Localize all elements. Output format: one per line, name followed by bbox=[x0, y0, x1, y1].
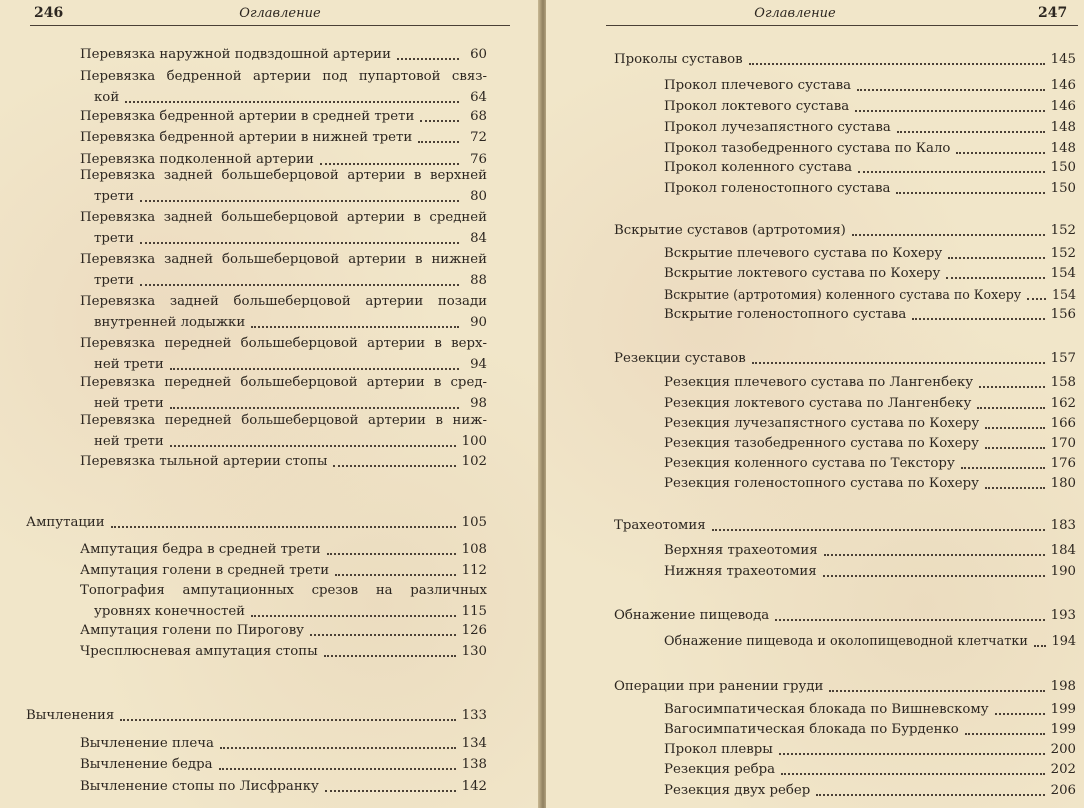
toc-entry bbox=[80, 66, 487, 108]
toc-entry bbox=[80, 755, 487, 775]
toc-section-title: Резекции суставов bbox=[614, 351, 746, 366]
dot-leader bbox=[170, 445, 456, 447]
left-page-number: 246 bbox=[34, 5, 64, 21]
toc-entry-title: Резекция голеностопного сустава по Кохеру bbox=[664, 476, 979, 491]
toc-entry-title: Перевязка наружной подвздошной артерии bbox=[80, 47, 391, 62]
toc-entry-title: Прокол лучезапястного сустава bbox=[664, 120, 891, 135]
toc-section bbox=[614, 221, 1076, 241]
toc-entry-page: 88 bbox=[470, 273, 487, 288]
toc-entry-page: 150 bbox=[1050, 181, 1076, 196]
dot-leader bbox=[824, 554, 1045, 556]
toc-entry-title: Прокол тазобедренного сустава по Кало bbox=[664, 141, 951, 156]
toc-entry bbox=[80, 540, 487, 560]
toc-entry-title: Прокол плевры bbox=[664, 742, 773, 757]
toc-entry-title: Прокол локтевого сустава bbox=[664, 99, 850, 114]
left-page-header bbox=[0, 5, 540, 27]
toc-entry-title: Вскрытие локтевого сустава по Кохеру bbox=[664, 266, 941, 281]
toc-entry-title: Обнажение пищевода и околопищеводной клетчатки bbox=[664, 634, 1028, 649]
toc-entry-title: Ампутация бедра в средней трети bbox=[80, 542, 321, 557]
toc-entry bbox=[80, 291, 487, 333]
toc-entry-page: 60 bbox=[470, 47, 487, 62]
dot-leader bbox=[946, 277, 1044, 279]
toc-entry bbox=[664, 305, 1076, 325]
toc-section bbox=[614, 349, 1076, 369]
toc-entry bbox=[664, 434, 1076, 454]
toc-entry-page: 202 bbox=[1050, 762, 1076, 777]
toc-entry bbox=[664, 760, 1076, 780]
toc-section-title: Трахеотомия bbox=[614, 518, 706, 533]
toc-entry-title: Вскрытие голеностопного сустава bbox=[664, 307, 907, 322]
toc-section-title: Вычленения bbox=[26, 708, 115, 723]
toc-entry-page: 199 bbox=[1050, 702, 1076, 717]
toc-entry-title-line1: Перевязка задней большеберцовой артерии в верхней bbox=[80, 168, 487, 183]
dot-leader bbox=[1027, 298, 1046, 300]
toc-section-title: Ампутации bbox=[26, 515, 105, 530]
toc-entry-title-line2: кой bbox=[94, 90, 120, 105]
toc-entry-page: 146 bbox=[1050, 99, 1076, 114]
toc-entry-page: 148 bbox=[1050, 120, 1076, 135]
toc-entry bbox=[80, 207, 487, 249]
toc-entry-title: Резекция локтевого сустава по Лангенбеку bbox=[664, 396, 972, 411]
toc-section-title: Операции при ранении груди bbox=[614, 679, 824, 694]
toc-entry-title: Вскрытие (артротомия) коленного сустава по Кохеру bbox=[664, 287, 1022, 302]
toc-entry-title: Перевязка бедренной артерии в средней трети bbox=[80, 109, 415, 124]
toc-entry bbox=[664, 740, 1076, 760]
dot-leader bbox=[961, 467, 1045, 469]
dot-leader bbox=[712, 529, 1045, 531]
toc-entry bbox=[80, 410, 487, 452]
toc-entry-page: 183 bbox=[1050, 518, 1076, 533]
dot-leader bbox=[335, 574, 455, 576]
dot-leader bbox=[956, 152, 1044, 154]
toc-entry bbox=[664, 720, 1076, 740]
dot-leader bbox=[418, 141, 459, 143]
right-page-header bbox=[546, 5, 1084, 27]
toc-entry-page: 199 bbox=[1050, 722, 1076, 737]
toc-entry-page: 98 bbox=[470, 396, 487, 411]
right-page bbox=[546, 0, 1084, 808]
dot-leader bbox=[781, 773, 1045, 775]
toc-section bbox=[614, 606, 1076, 626]
toc-entry bbox=[80, 165, 487, 207]
left-header-rule bbox=[30, 25, 510, 26]
dot-leader bbox=[823, 575, 1045, 577]
toc-section-title: Проколы суставов bbox=[614, 52, 743, 67]
toc-entry-page: 72 bbox=[470, 130, 487, 145]
toc-section-title: Вскрытие суставов (артротомия) bbox=[614, 223, 846, 238]
dot-leader bbox=[140, 284, 459, 286]
toc-entry bbox=[80, 107, 487, 127]
toc-entry-title: Резекция двух ребер bbox=[664, 783, 811, 798]
toc-entry-page: 76 bbox=[470, 152, 487, 167]
toc-entry-title: Верхняя трахеотомия bbox=[664, 543, 818, 558]
toc-entry-title: Вычленение бедра bbox=[80, 757, 213, 772]
toc-entry bbox=[664, 97, 1076, 117]
toc-entry bbox=[664, 632, 1076, 652]
toc-entry-page: 84 bbox=[470, 231, 487, 246]
toc-entry-page: 206 bbox=[1050, 783, 1076, 798]
toc-entry-title-line1: Перевязка передней большеберцовой артерии в ниж- bbox=[80, 413, 487, 428]
dot-leader bbox=[397, 58, 459, 60]
toc-entry-page: 158 bbox=[1050, 375, 1076, 390]
toc-entry-title-line1: Топография ампутационных срезов на различных bbox=[80, 583, 487, 598]
toc-entry-title: Резекция лучезапястного сустава по Кохеру bbox=[664, 416, 980, 431]
toc-entry-title: Прокол плечевого сустава bbox=[664, 78, 852, 93]
toc-entry-page: 138 bbox=[461, 757, 487, 772]
toc-entry-title-line2: уровнях конечностей bbox=[94, 604, 246, 619]
dot-leader bbox=[420, 120, 459, 122]
toc-entry-page: 64 bbox=[470, 90, 487, 105]
toc-entry bbox=[80, 580, 487, 622]
toc-entry bbox=[664, 781, 1076, 801]
toc-entry-page: 68 bbox=[470, 109, 487, 124]
toc-section bbox=[614, 677, 1076, 697]
dot-leader bbox=[327, 553, 456, 555]
toc-entry bbox=[664, 700, 1076, 720]
dot-leader bbox=[111, 526, 456, 528]
toc-entry-title: Вычленение стопы по Лисфранку bbox=[80, 779, 319, 794]
toc-section bbox=[614, 516, 1076, 536]
toc-entry-page: 166 bbox=[1050, 416, 1076, 431]
dot-leader bbox=[333, 465, 455, 467]
toc-entry bbox=[80, 777, 487, 797]
dot-leader bbox=[170, 407, 459, 409]
dot-leader bbox=[948, 257, 1044, 259]
dot-leader bbox=[325, 790, 456, 792]
toc-entry-page: 152 bbox=[1050, 246, 1076, 261]
toc-entry-page: 112 bbox=[461, 563, 487, 578]
toc-entry bbox=[664, 414, 1076, 434]
dot-leader bbox=[251, 615, 456, 617]
dot-leader bbox=[775, 619, 1044, 621]
toc-entry bbox=[664, 373, 1076, 393]
toc-entry-title-line2: ней трети bbox=[94, 357, 164, 372]
toc-entry-title: Ампутация голени по Пирогову bbox=[80, 623, 305, 638]
toc-entry-page: 146 bbox=[1050, 78, 1076, 93]
toc-entry-page: 115 bbox=[461, 604, 487, 619]
dot-leader bbox=[897, 131, 1045, 133]
toc-entry bbox=[80, 621, 487, 641]
dot-leader bbox=[125, 101, 459, 103]
toc-entry-title: Прокол голеностопного сустава bbox=[664, 181, 891, 196]
toc-entry-title: Перевязка подколенной артерии bbox=[80, 152, 314, 167]
dot-leader bbox=[912, 318, 1044, 320]
toc-entry-title-line2: ней трети bbox=[94, 396, 164, 411]
toc-entry-title: Резекция тазобедренного сустава по Кохеру bbox=[664, 436, 979, 451]
dot-leader bbox=[324, 655, 456, 657]
toc-entry-page: 94 bbox=[470, 357, 487, 372]
toc-entry bbox=[664, 179, 1076, 199]
toc-entry bbox=[80, 333, 487, 375]
toc-entry-page: 100 bbox=[461, 434, 487, 449]
toc-entry bbox=[80, 45, 487, 65]
dot-leader bbox=[310, 634, 456, 636]
toc-section bbox=[26, 513, 487, 533]
toc-entry-page: 162 bbox=[1050, 396, 1076, 411]
toc-entry-title: Резекция коленного сустава по Текстору bbox=[664, 456, 955, 471]
toc-entry-page: 102 bbox=[461, 454, 487, 469]
dot-leader bbox=[1034, 645, 1046, 647]
toc-entry-page: 157 bbox=[1050, 351, 1076, 366]
toc-entry bbox=[664, 285, 1076, 305]
toc-entry-page: 142 bbox=[461, 779, 487, 794]
toc-entry-title: Нижняя трахеотомия bbox=[664, 564, 817, 579]
dot-leader bbox=[852, 234, 1045, 236]
toc-entry-title: Перевязка бедренной артерии в нижней трети bbox=[80, 130, 413, 145]
dot-leader bbox=[965, 733, 1045, 735]
toc-entry-title-line1: Перевязка передней большеберцовой артерии в верх- bbox=[80, 336, 487, 351]
toc-entry bbox=[664, 118, 1076, 138]
toc-entry-page: 80 bbox=[470, 189, 487, 204]
toc-entry-page: 180 bbox=[1050, 476, 1076, 491]
dot-leader bbox=[779, 753, 1045, 755]
toc-entry bbox=[80, 561, 487, 581]
toc-entry-page: 154 bbox=[1051, 287, 1076, 302]
dot-leader bbox=[219, 768, 456, 770]
toc-entry-title: Чресплюсневая ампутация стопы bbox=[80, 644, 318, 659]
dot-leader bbox=[749, 63, 1045, 65]
dot-leader bbox=[896, 192, 1044, 194]
toc-entry-title-line2: трети bbox=[94, 273, 134, 288]
toc-entry-title-line1: Перевязка передней большеберцовой артерии в сред- bbox=[80, 375, 487, 390]
dot-leader bbox=[140, 200, 459, 202]
toc-entry bbox=[664, 474, 1076, 494]
toc-entry-page: 148 bbox=[1050, 141, 1076, 156]
left-page bbox=[0, 0, 540, 808]
toc-entry-page: 105 bbox=[461, 515, 487, 530]
toc-entry-page: 154 bbox=[1050, 266, 1076, 281]
toc-entry-title: Вскрытие плечевого сустава по Кохеру bbox=[664, 246, 943, 261]
dot-leader bbox=[140, 242, 459, 244]
toc-section-title: Обнажение пищевода bbox=[614, 608, 770, 623]
toc-entry-page: 90 bbox=[470, 315, 487, 330]
dot-leader bbox=[752, 362, 1045, 364]
toc-entry-page: 184 bbox=[1050, 543, 1076, 558]
dot-leader bbox=[985, 427, 1044, 429]
toc-entry bbox=[664, 562, 1076, 582]
dot-leader bbox=[220, 747, 456, 749]
toc-entry-title-line2: трети bbox=[94, 189, 134, 204]
toc-entry bbox=[80, 128, 487, 148]
toc-entry-title-line2: трети bbox=[94, 231, 134, 246]
toc-entry bbox=[664, 541, 1076, 561]
toc-entry bbox=[664, 244, 1076, 264]
toc-entry-title-line1: Перевязка задней большеберцовой артерии позади bbox=[80, 294, 487, 309]
dot-leader bbox=[985, 487, 1045, 489]
toc-entry-title: Прокол коленного сустава bbox=[664, 160, 853, 175]
toc-entry-title: Вычленение плеча bbox=[80, 736, 214, 751]
toc-entry-page: 198 bbox=[1050, 679, 1076, 694]
toc-entry bbox=[80, 452, 487, 472]
toc-entry-title: Вагосимпатическая блокада по Бурденко bbox=[664, 722, 959, 737]
toc-section bbox=[26, 706, 487, 726]
dot-leader bbox=[985, 447, 1045, 449]
dot-leader bbox=[977, 407, 1044, 409]
toc-entry-title-line1: Перевязка задней большеберцовой артерии в средней bbox=[80, 210, 487, 225]
left-header-title: Оглавление bbox=[239, 6, 321, 21]
toc-entry-page: 133 bbox=[461, 708, 487, 723]
dot-leader bbox=[816, 794, 1044, 796]
right-header-title: Оглавление bbox=[754, 6, 836, 21]
toc-entry-page: 145 bbox=[1050, 52, 1076, 67]
toc-entry-title: Резекция плечевого сустава по Лангенбеку bbox=[664, 375, 974, 390]
dot-leader bbox=[858, 171, 1045, 173]
toc-entry-title: Перевязка тыльной артерии стопы bbox=[80, 454, 328, 469]
toc-entry bbox=[664, 76, 1076, 96]
toc-section bbox=[614, 50, 1076, 70]
dot-leader bbox=[251, 326, 459, 328]
toc-entry-title: Вагосимпатическая блокада по Вишневскому bbox=[664, 702, 989, 717]
dot-leader bbox=[979, 386, 1044, 388]
toc-entry-page: 126 bbox=[461, 623, 487, 638]
toc-entry bbox=[664, 158, 1076, 178]
toc-entry bbox=[664, 394, 1076, 414]
right-header-rule bbox=[606, 25, 1078, 26]
toc-entry-page: 134 bbox=[461, 736, 487, 751]
toc-entry-title-line1: Перевязка бедренной артерии под пупартовой связ- bbox=[80, 69, 487, 84]
toc-entry-page: 170 bbox=[1050, 436, 1076, 451]
toc-entry bbox=[80, 372, 487, 414]
dot-leader bbox=[170, 368, 459, 370]
toc-entry-title-line2: внутренней лодыжки bbox=[94, 315, 246, 330]
toc-entry bbox=[80, 249, 487, 291]
toc-entry bbox=[664, 264, 1076, 284]
toc-entry-page: 176 bbox=[1050, 456, 1076, 471]
dot-leader bbox=[855, 110, 1044, 112]
toc-entry bbox=[664, 139, 1076, 159]
toc-entry-page: 200 bbox=[1050, 742, 1076, 757]
toc-entry-page: 193 bbox=[1050, 608, 1076, 623]
toc-entry bbox=[80, 734, 487, 754]
right-page-number: 247 bbox=[1038, 5, 1068, 21]
toc-entry-title-line1: Перевязка задней большеберцовой артерии в нижней bbox=[80, 252, 487, 267]
toc-entry-page: 130 bbox=[461, 644, 487, 659]
toc-entry-page: 150 bbox=[1050, 160, 1076, 175]
toc-entry-page: 190 bbox=[1050, 564, 1076, 579]
dot-leader bbox=[995, 713, 1045, 715]
toc-entry bbox=[664, 454, 1076, 474]
dot-leader bbox=[829, 690, 1044, 692]
dot-leader bbox=[857, 89, 1045, 91]
toc-entry-page: 156 bbox=[1050, 307, 1076, 322]
toc-entry-page: 152 bbox=[1050, 223, 1076, 238]
toc-entry-page: 108 bbox=[461, 542, 487, 557]
toc-entry-title: Ампутация голени в средней трети bbox=[80, 563, 330, 578]
dot-leader bbox=[120, 719, 455, 721]
toc-entry bbox=[80, 642, 487, 662]
toc-entry-title: Резекция ребра bbox=[664, 762, 776, 777]
toc-entry-title-line2: ней трети bbox=[94, 434, 164, 449]
toc-entry-page: 194 bbox=[1051, 634, 1076, 649]
